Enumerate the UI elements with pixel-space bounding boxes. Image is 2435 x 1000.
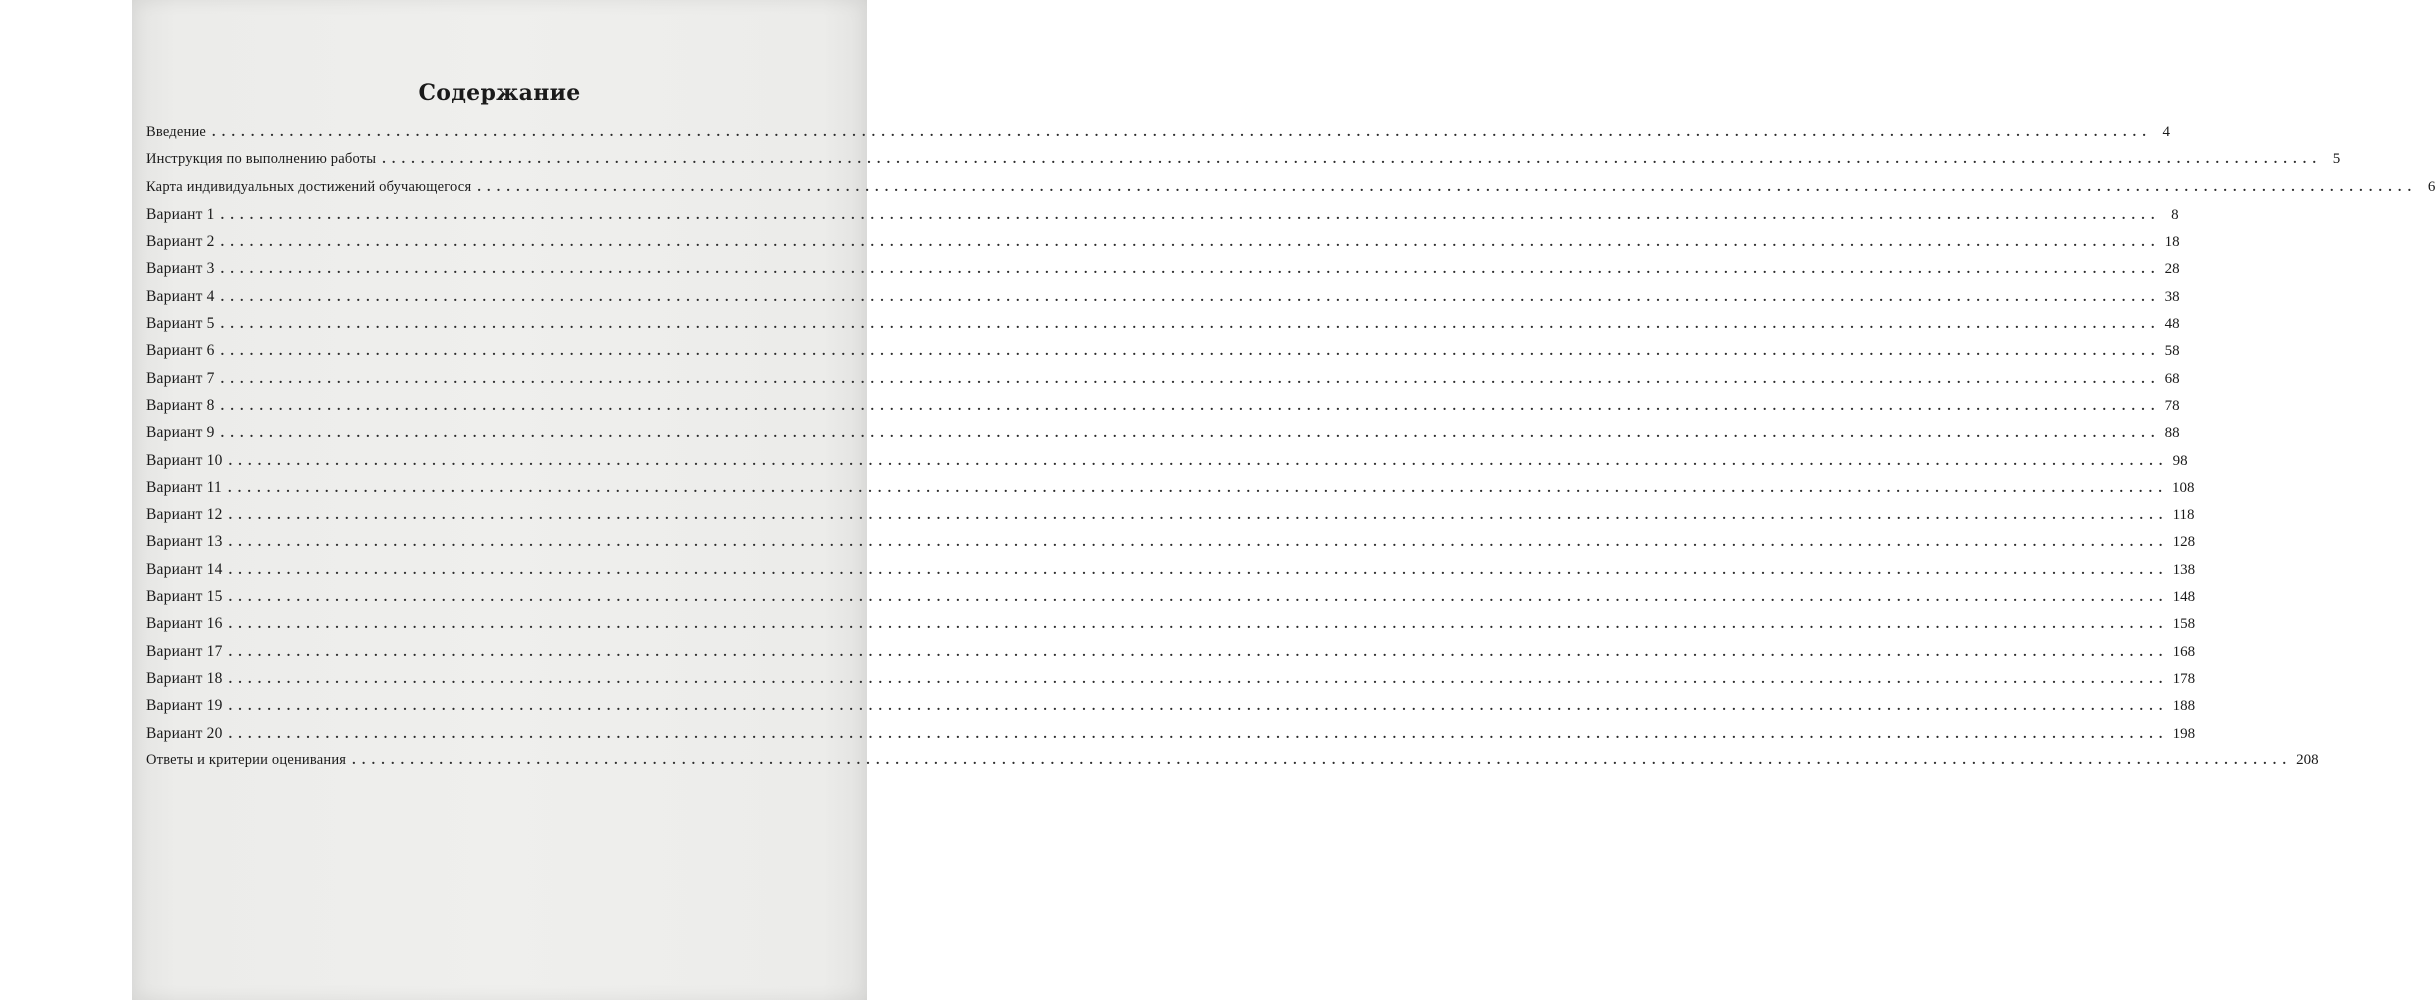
- toc-entry: [146, 124, 2171, 151]
- toc-entry-page-number: 138: [2172, 561, 2196, 578]
- toc-entry: [146, 178, 2435, 206]
- dot-leader: ........................................................................................................................................................................................................: [220, 371, 2161, 387]
- toc-entry-label: Вариант 1: [146, 205, 215, 223]
- toc-entry-page-number: 178: [2172, 670, 2196, 687]
- dot-leader: ........................................................................................................................................................................................................: [228, 644, 2169, 660]
- toc-entry-page-number: 58: [2164, 343, 2180, 360]
- toc-entry: [146, 697, 2196, 724]
- dot-leader: ........................................................................................................................................................................................................: [220, 289, 2161, 305]
- toc-entry-label: Вариант 7: [146, 369, 215, 387]
- toc-entry-label: Карта индивидуальных достижений обучающегося: [146, 178, 472, 195]
- toc-entry-label: Вариант 3: [146, 260, 215, 278]
- dot-leader: ........................................................................................................................................................................................................: [382, 152, 2323, 168]
- toc-entry-page-number: 208: [2296, 751, 2319, 768]
- toc-entry: [146, 151, 2341, 178]
- toc-entry-label: Вариант 20: [146, 724, 223, 742]
- dot-leader: ........................................................................................................................................................................................................: [220, 344, 2161, 360]
- toc-entry-page-number: 4: [2162, 124, 2171, 140]
- toc-entry-page-number: 48: [2164, 316, 2180, 333]
- toc-entry: [146, 724, 2196, 752]
- dot-leader: ........................................................................................................................................................................................................: [220, 235, 2161, 251]
- toc-entry-label: Введение: [146, 124, 207, 140]
- toc-entry-label: Вариант 19: [146, 697, 223, 715]
- toc-entry-label: Вариант 10: [146, 451, 223, 469]
- toc-entry: [146, 669, 2196, 697]
- toc-entry-page-number: 6: [2427, 178, 2435, 195]
- toc-entry-page-number: 118: [2172, 507, 2195, 524]
- toc-entry: [146, 560, 2196, 588]
- toc-entry-page-number: 88: [2164, 425, 2180, 442]
- dot-leader: ........................................................................................................................................................................................................: [228, 562, 2169, 578]
- dot-leader: ........................................................................................................................................................................................................: [220, 262, 2161, 278]
- toc-entry: [146, 588, 2196, 615]
- toc-entry-page-number: 98: [2172, 452, 2188, 469]
- dot-leader: ........................................................................................................................................................................................................: [220, 398, 2161, 414]
- dot-leader: ........................................................................................................................................................................................................: [228, 671, 2169, 687]
- toc-entry-label: Вариант 14: [146, 560, 223, 578]
- toc-entry: [146, 424, 2180, 451]
- toc-entry-page-number: 158: [2172, 616, 2196, 633]
- toc-entry-label: Ответы и критерии оценивания: [146, 751, 347, 768]
- toc-entry: [146, 478, 2195, 506]
- toc-entry-page-number: 68: [2164, 370, 2180, 387]
- toc-entry-label: Вариант 4: [146, 287, 215, 305]
- toc-entry: [146, 369, 2180, 397]
- dot-leader: ........................................................................................................................................................................................................: [228, 508, 2169, 524]
- toc-entry-label: Вариант 2: [146, 233, 215, 251]
- dot-leader: ........................................................................................................................................................................................................: [477, 179, 2418, 195]
- dot-leader: ........................................................................................................................................................................................................: [220, 426, 2161, 442]
- toc-entry: [146, 260, 2180, 287]
- table-of-contents: [146, 124, 2435, 779]
- toc-entry-page-number: 18: [2164, 234, 2180, 251]
- toc-entry-page-number: 148: [2172, 589, 2196, 606]
- toc-entry-label: Инструкция по выполнению работы: [146, 151, 377, 168]
- toc-entry-page-number: 5: [2332, 151, 2341, 168]
- toc-entry: [146, 615, 2196, 642]
- toc-entry: [146, 751, 2319, 779]
- toc-entry-label: Вариант 9: [146, 424, 215, 442]
- dot-leader: ........................................................................................................................................................................................................: [228, 453, 2169, 469]
- toc-entry-label: Вариант 8: [146, 396, 215, 414]
- toc-entry-label: Вариант 6: [146, 342, 215, 360]
- toc-entry: [146, 506, 2195, 533]
- dot-leader: ........................................................................................................................................................................................................: [228, 590, 2169, 606]
- toc-entry-label: Вариант 12: [146, 506, 223, 524]
- dot-leader: ........................................................................................................................................................................................................: [220, 207, 2161, 223]
- toc-entry-page-number: 188: [2172, 698, 2196, 715]
- toc-entry: [146, 533, 2196, 560]
- dot-leader: ........................................................................................................................................................................................................: [352, 752, 2293, 768]
- toc-entry-label: Вариант 17: [146, 642, 223, 660]
- toc-entry: [146, 233, 2180, 260]
- toc-entry: [146, 396, 2180, 424]
- dot-leader: ........................................................................................................................................................................................................: [228, 617, 2169, 633]
- toc-entry-page-number: 8: [2171, 206, 2179, 223]
- toc-entry-page-number: 38: [2164, 288, 2180, 305]
- toc-entry-page-number: 198: [2172, 725, 2196, 742]
- toc-entry-page-number: 168: [2172, 643, 2196, 660]
- toc-entry: [146, 451, 2188, 479]
- toc-entry: [146, 287, 2180, 315]
- dot-leader: ........................................................................................................................................................................................................: [228, 535, 2169, 551]
- toc-entry-page-number: 78: [2164, 397, 2180, 414]
- toc-entry: [146, 342, 2180, 369]
- toc-entry-label: Вариант 11: [146, 478, 223, 496]
- toc-entry-label: Вариант 15: [146, 588, 223, 606]
- toc-entry-label: Вариант 16: [146, 615, 223, 633]
- toc-entry-page-number: 128: [2172, 534, 2196, 551]
- page-title: Содержание: [418, 80, 581, 106]
- toc-entry: [146, 642, 2196, 670]
- dot-leader: ........................................................................................................................................................................................................: [228, 699, 2169, 715]
- toc-entry-label: Вариант 18: [146, 669, 223, 687]
- toc-entry-page-number: 108: [2172, 479, 2195, 496]
- dot-leader: ........................................................................................................................................................................................................: [228, 480, 2169, 496]
- toc-entry-label: Вариант 5: [146, 315, 215, 333]
- toc-entry-page-number: 28: [2164, 261, 2180, 278]
- toc-entry: [146, 205, 2179, 233]
- toc-entry-label: Вариант 13: [146, 533, 223, 551]
- dot-leader: ........................................................................................................................................................................................................: [228, 726, 2169, 742]
- dot-leader: ........................................................................................................................................................................................................: [212, 125, 2153, 140]
- dot-leader: ........................................................................................................................................................................................................: [220, 317, 2161, 333]
- toc-entry: [146, 315, 2180, 342]
